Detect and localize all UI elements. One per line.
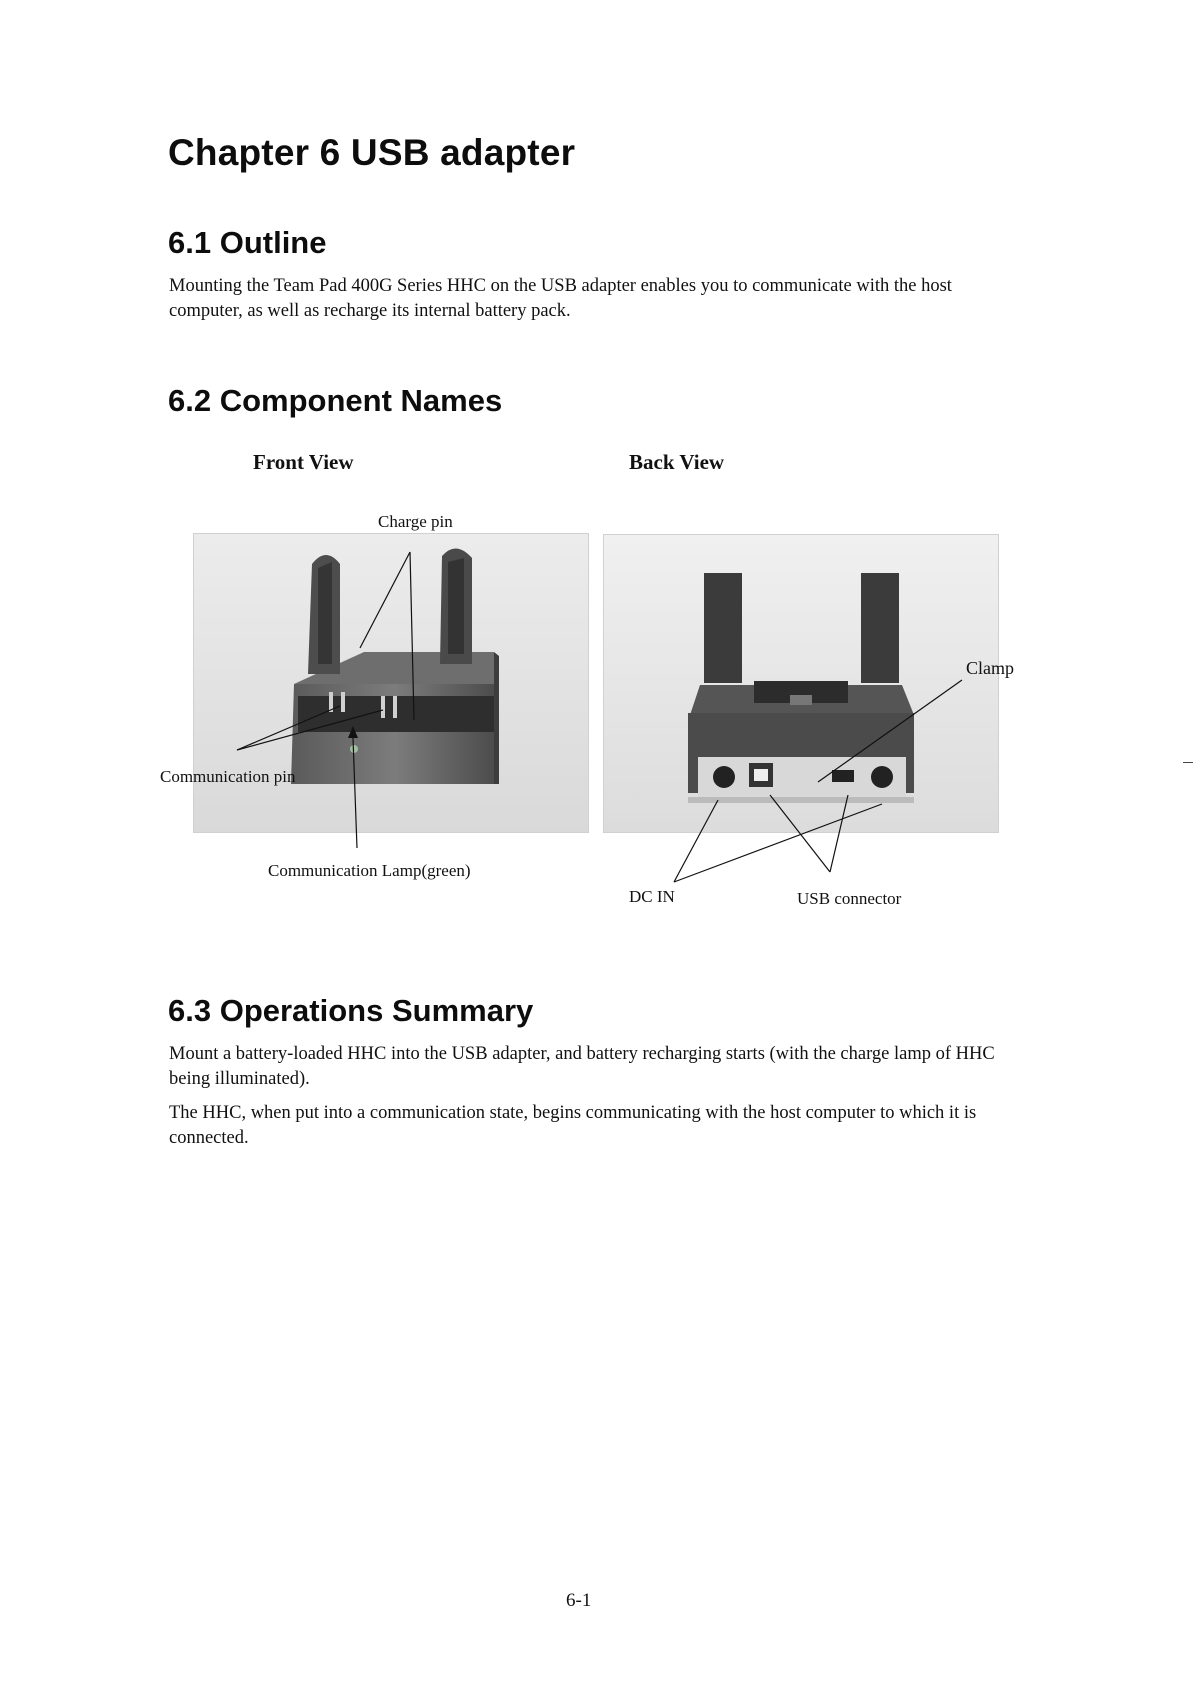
- operations-paragraph-2: The HHC, when put into a communication state, begins communicating with the host computer to which it is connected.: [169, 1103, 977, 1148]
- dc-in-leader: [674, 804, 882, 882]
- label-communication-lamp: Communication Lamp(green): [268, 861, 471, 880]
- chapter-title: Chapter 6 USB adapter: [168, 132, 576, 173]
- page-number: 6-1: [566, 1590, 592, 1611]
- charge-pin-leader: [410, 552, 414, 720]
- usb-connector-leader: [770, 795, 830, 872]
- margin-mark: [1183, 762, 1193, 763]
- dc-in-leader: [674, 800, 718, 882]
- communication-pin-leader: [237, 710, 383, 750]
- section-heading-component-names: 6.2 Component Names: [168, 383, 503, 418]
- label-usb-connector: USB connector: [797, 889, 902, 908]
- label-clamp: Clamp: [966, 658, 1014, 678]
- label-charge-pin: Charge pin: [378, 512, 453, 531]
- lamp-arrowhead: [348, 726, 358, 738]
- usb-connector-leader: [830, 795, 848, 872]
- clamp-leader: [818, 680, 962, 782]
- label-dc-in: DC IN: [629, 887, 675, 906]
- front-view-title: Front View: [253, 450, 354, 474]
- back-view-title: Back View: [629, 450, 725, 474]
- label-communication-pin: Communication pin: [160, 767, 296, 786]
- outline-paragraph: Mounting the Team Pad 400G Series HHC on the USB adapter enables you to communicate with the host computer, as well as recharge its internal battery pack.: [169, 276, 952, 321]
- operations-paragraph-1: Mount a battery-loaded HHC into the USB adapter, and battery recharging starts (with the charge lamp of HHC being illuminated).: [169, 1044, 995, 1089]
- communication-pin-leader: [237, 706, 340, 750]
- charge-pin-leader: [360, 552, 410, 648]
- communication-lamp-leader: [353, 738, 357, 848]
- section-heading-operations-summary: 6.3 Operations Summary: [168, 993, 534, 1028]
- section-heading-outline: 6.1 Outline: [168, 225, 327, 260]
